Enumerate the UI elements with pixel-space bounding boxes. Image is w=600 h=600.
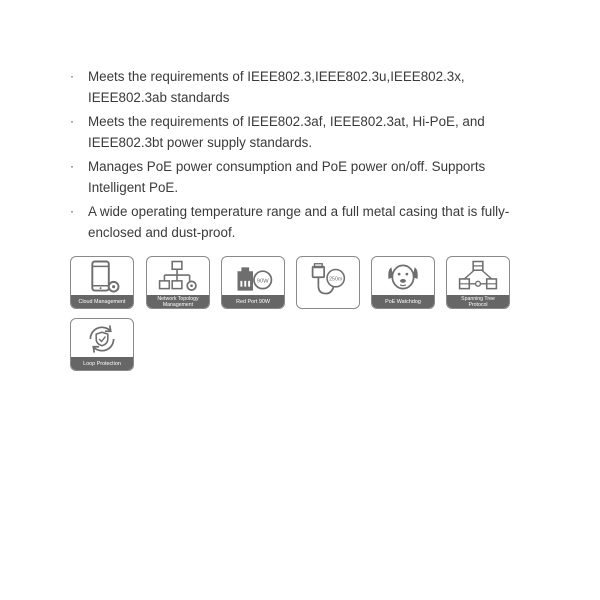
red-port-90w-icon [222,257,284,297]
cable-250m-icon [297,257,359,308]
feature-icon-card-cloud-management [70,256,134,309]
feature-icon-card-spanning-tree [446,256,510,309]
icon-caption: Cloud Management [71,295,133,308]
port-badge-text: 90W [256,278,269,285]
feature-text: A wide operating temperature range and a full metal casing that is fully-enclosed and dust-proof. [88,204,510,240]
network-topology-management-icon [147,257,209,297]
icon-caption: PoE Watchdog [372,295,434,308]
distance-badge-text: 250m [329,276,343,283]
icon-caption: Red Port 90W [222,295,284,308]
bullet-marker: · [70,204,74,218]
feature-item [66,156,526,198]
feature-icon-card-250m [296,256,360,309]
bullet-marker: · [70,159,74,173]
loop-protection-icon [71,319,133,359]
feature-icon-card-loop-protection [70,318,134,371]
bullet-marker: · [70,69,74,83]
spanning-tree-protocol-icon [447,257,509,297]
feature-text: Meets the requirements of IEEE802.3,IEEE802.3u,IEEE802.3x, IEEE802.3ab standards [88,69,465,105]
feature-text: Manages PoE power consumption and PoE power on/off. Supports Intelligent PoE. [88,159,486,195]
icon-caption: Loop Protection [71,357,133,370]
icon-caption: Spanning Tree Protocol [447,295,509,308]
icon-caption: Network Topology Management [147,295,209,308]
feature-icon-card-poe-watchdog [371,256,435,309]
cloud-management-icon [71,257,133,297]
poe-watchdog-icon [372,257,434,297]
feature-item [66,111,526,153]
feature-item [66,201,526,243]
feature-list [66,66,526,246]
feature-icon-card-red-port-90w [221,256,285,309]
feature-text: Meets the requirements of IEEE802.3af, IEEE802.3at, Hi-PoE, and IEEE802.3bt power supply standards. [88,114,485,150]
feature-icon-card-network-topology [146,256,210,309]
bullet-marker: · [70,114,74,128]
feature-item [66,66,526,108]
